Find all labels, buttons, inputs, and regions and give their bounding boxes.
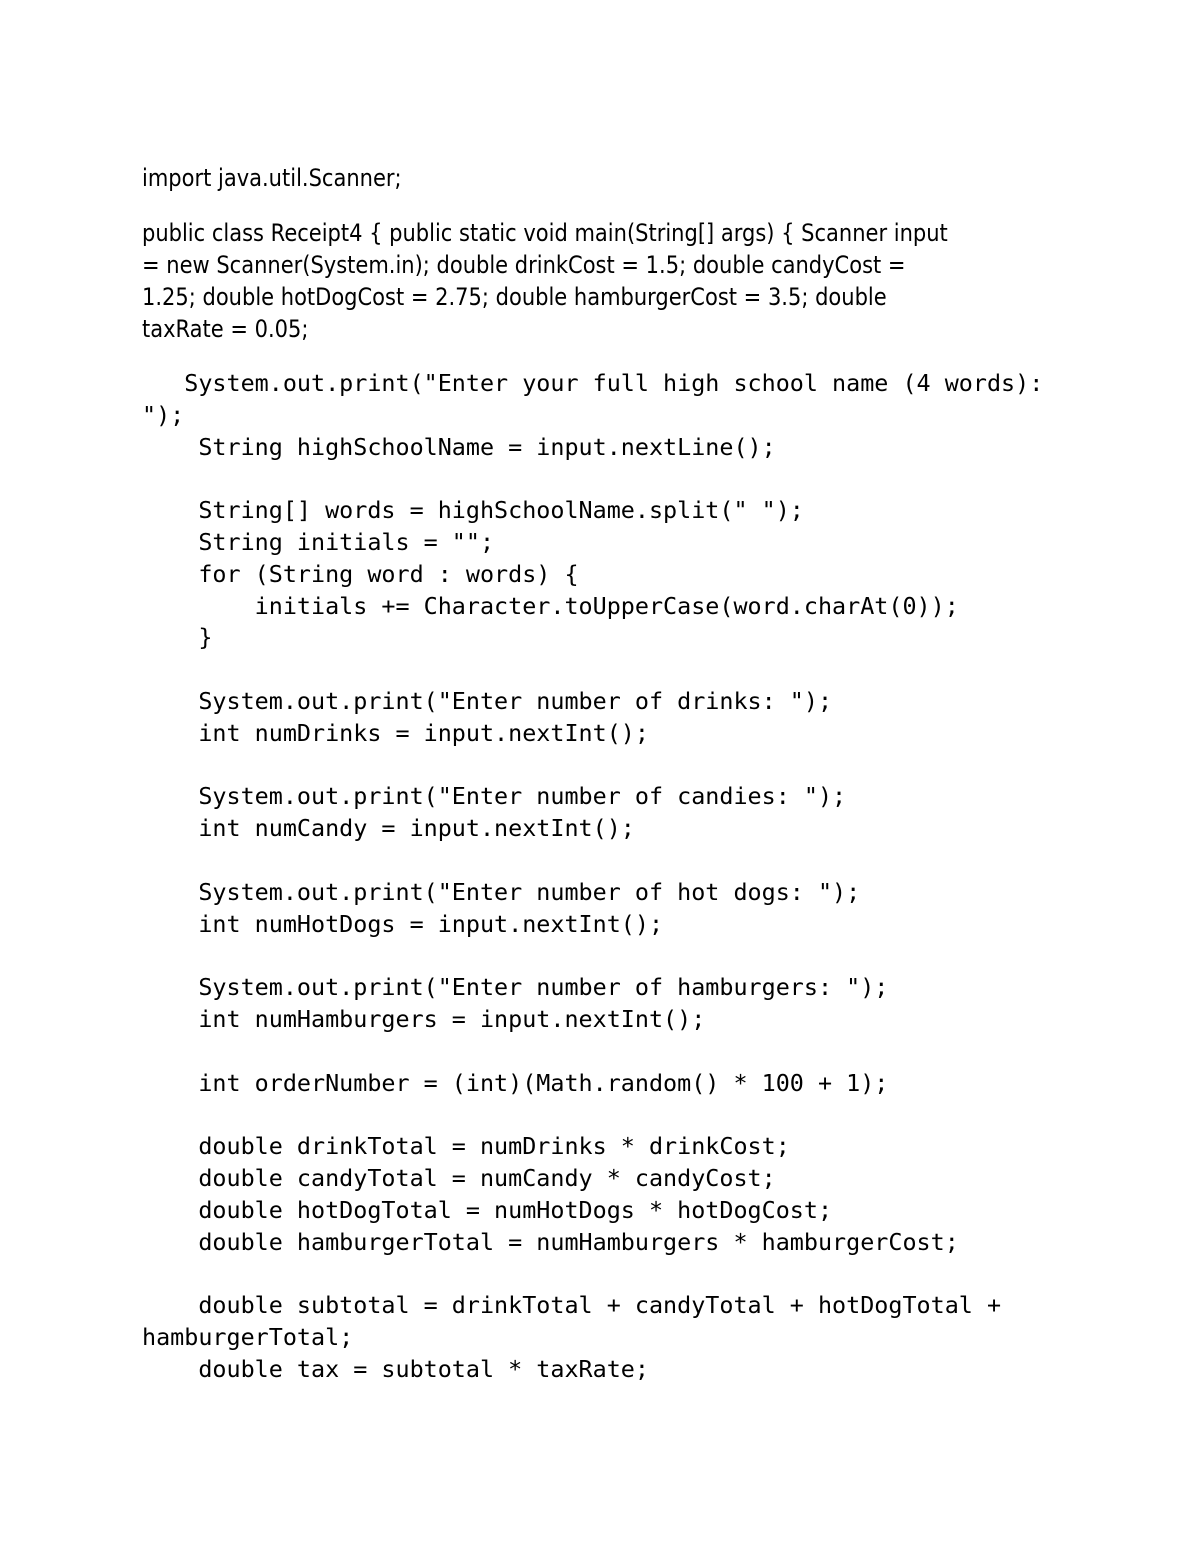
code-line: "); bbox=[142, 400, 185, 429]
code-line bbox=[142, 845, 1043, 877]
code-line: String highSchoolName = input.nextLine(); bbox=[142, 432, 776, 461]
paragraph-line: = new Scanner(System.in); double drinkCost = 1.5; double candyCost = bbox=[142, 251, 906, 279]
code-line: double tax = subtotal * taxRate; bbox=[142, 1354, 649, 1383]
code-line: for (String word : words) { bbox=[142, 559, 579, 588]
code-line: double drinkTotal = numDrinks * drinkCost; bbox=[142, 1132, 790, 1161]
code-line: int numHotDogs = input.nextInt(); bbox=[142, 909, 664, 938]
code-line bbox=[142, 940, 1043, 972]
import-statement bbox=[142, 162, 439, 194]
code-line: int orderNumber = (int)(Math.random() * 100 + 1); bbox=[142, 1068, 889, 1097]
code-line bbox=[142, 1258, 1043, 1290]
code-line bbox=[142, 654, 1043, 686]
code-line bbox=[142, 463, 1043, 495]
paragraph-line: taxRate = 0.05; bbox=[142, 315, 309, 343]
code-line: int numCandy = input.nextInt(); bbox=[142, 814, 635, 843]
code-line: double subtotal = drinkTotal + candyTotal + hotDogTotal + bbox=[142, 1291, 1002, 1320]
code-line: String initials = ""; bbox=[142, 527, 495, 556]
code-line: System.out.print("Enter number of drinks: "); bbox=[142, 686, 833, 715]
code-line: System.out.print("Enter number of hamburgers: "); bbox=[142, 973, 889, 1002]
code-line: double candyTotal = numCandy * candyCost; bbox=[142, 1163, 776, 1192]
code-line: String[] words = highSchoolName.split(" "); bbox=[142, 496, 804, 525]
code-line: hamburgerTotal; bbox=[142, 1322, 354, 1351]
paragraph-line: public class Receipt4 { public static void main(String[] args) { Scanner input bbox=[142, 219, 948, 247]
code-line: double hotDogTotal = numHotDogs * hotDogCost; bbox=[142, 1195, 833, 1224]
code-block bbox=[142, 368, 1043, 1386]
paragraph-line: 1.25; double hotDogCost = 2.75; double hamburgerCost = 3.5; double bbox=[142, 283, 887, 311]
code-line: int numDrinks = input.nextInt(); bbox=[142, 718, 649, 747]
code-line bbox=[142, 1099, 1043, 1131]
code-line bbox=[142, 1036, 1043, 1068]
code-line: initials += Character.toUpperCase(word.charAt(0)); bbox=[142, 591, 959, 620]
code-line: int numHamburgers = input.nextInt(); bbox=[142, 1004, 706, 1033]
code-line: double hamburgerTotal = numHamburgers * hamburgerCost; bbox=[142, 1227, 959, 1256]
import-line: import java.util.Scanner; bbox=[142, 164, 402, 192]
code-line: System.out.print("Enter number of candies: "); bbox=[142, 782, 847, 811]
code-line: System.out.print("Enter your full high school name (4 words): bbox=[142, 369, 1044, 397]
code-line bbox=[142, 750, 1043, 782]
class-declaration-paragraph bbox=[142, 217, 1063, 345]
code-line: } bbox=[142, 623, 213, 652]
code-line: System.out.print("Enter number of hot dogs: "); bbox=[142, 877, 861, 906]
